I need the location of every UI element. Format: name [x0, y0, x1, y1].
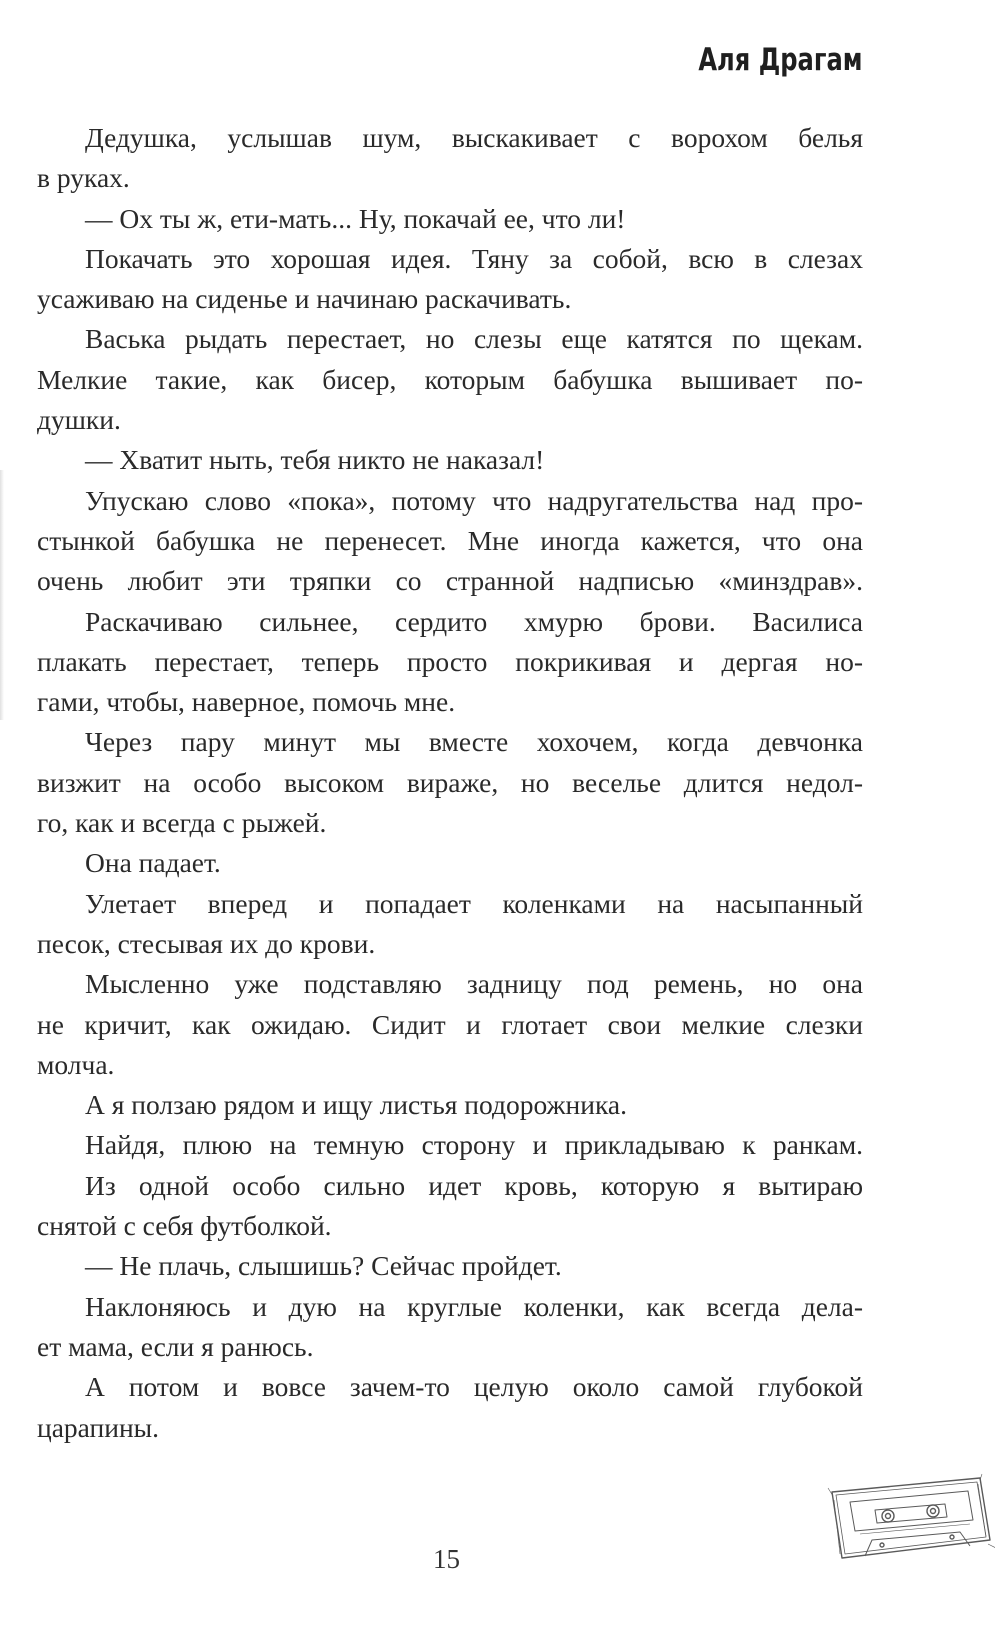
text-line: душки.	[37, 404, 121, 436]
text-line: снятой с себя футболкой.	[37, 1210, 332, 1242]
text-line: очень любит эти тряпки со странной надписью «минздрав».	[37, 565, 863, 597]
text-line: Васька рыдать перестает, но слезы еще катятся по щекам.	[85, 323, 863, 355]
text-line: Упускаю слово «пока», потому что надругательства над про-	[85, 484, 863, 516]
text-line: молча.	[37, 1048, 115, 1080]
text-line: Наклоняюсь и дую на круглые коленки, как всегда дела-	[85, 1290, 863, 1322]
text-line: Мысленно уже подставляю задницу под ремень, но она	[85, 968, 863, 1000]
text-line: Она падает.	[85, 847, 221, 879]
page-number: 15	[433, 1544, 460, 1574]
text-line: визжит на особо высоком вираже, но веселье длится недол-	[37, 766, 863, 798]
running-title: Аля Драгам	[698, 42, 863, 78]
text-line: в руках.	[37, 162, 130, 194]
text-line: — Ох ты ж, ети-мать... Ну, покачай ее, что ли!	[85, 202, 626, 234]
text-line: — Хватит ныть, тебя никто не наказал!	[85, 444, 545, 476]
text-line: стынкой бабушка не перенесет. Мне иногда кажется, что она	[37, 524, 863, 556]
body-text	[37, 118, 863, 1448]
text-line: Дедушка, услышав шум, выскакивает с ворохом белья	[85, 122, 863, 153]
text-line: усаживаю на сиденье и начинаю раскачивать.	[37, 283, 572, 315]
text-line: Через пару минут мы вместе хохочем, когда девчонка	[85, 726, 863, 758]
cassette-tape-icon	[820, 1470, 995, 1570]
text-line: Найдя, плюю на темную сторону и прикладываю к ранкам.	[85, 1129, 863, 1161]
text-line: гами, чтобы, наверное, помочь мне.	[37, 686, 456, 718]
text-line: плакать перестает, теперь просто покрикивая и дергая но-	[37, 645, 863, 677]
text-line: Из одной особо сильно идет кровь, которую я вытираю	[85, 1169, 863, 1201]
text-line: го, как и всегда с рыжей.	[37, 807, 327, 839]
text-line: Улетает вперед и попадает коленками на насыпанный	[85, 887, 863, 919]
text-line: А потом и вовсе зачем-то целую около самой глубокой	[85, 1371, 863, 1403]
text-line: не кричит, как ожидаю. Сидит и глотает свои мелкие слезки	[37, 1008, 863, 1040]
text-line: Покачать это хорошая идея. Тяну за собой, всю в слезах	[85, 242, 863, 274]
text-line: ет мама, если я ранюсь.	[37, 1330, 314, 1362]
text-line: Раскачиваю сильнее, сердито хмурю брови. Василиса	[85, 605, 863, 637]
text-line: песок, стесывая их до крови.	[37, 927, 376, 959]
text-line: — Не плачь, слышишь? Сейчас пройдет.	[85, 1250, 562, 1282]
text-line: А я ползаю рядом и ищу листья подорожника.	[85, 1089, 627, 1121]
page-edge-shadow	[0, 470, 4, 720]
text-line: царапины.	[37, 1411, 160, 1443]
text-line: Мелкие такие, как бисер, которым бабушка вышивает по-	[37, 363, 863, 395]
